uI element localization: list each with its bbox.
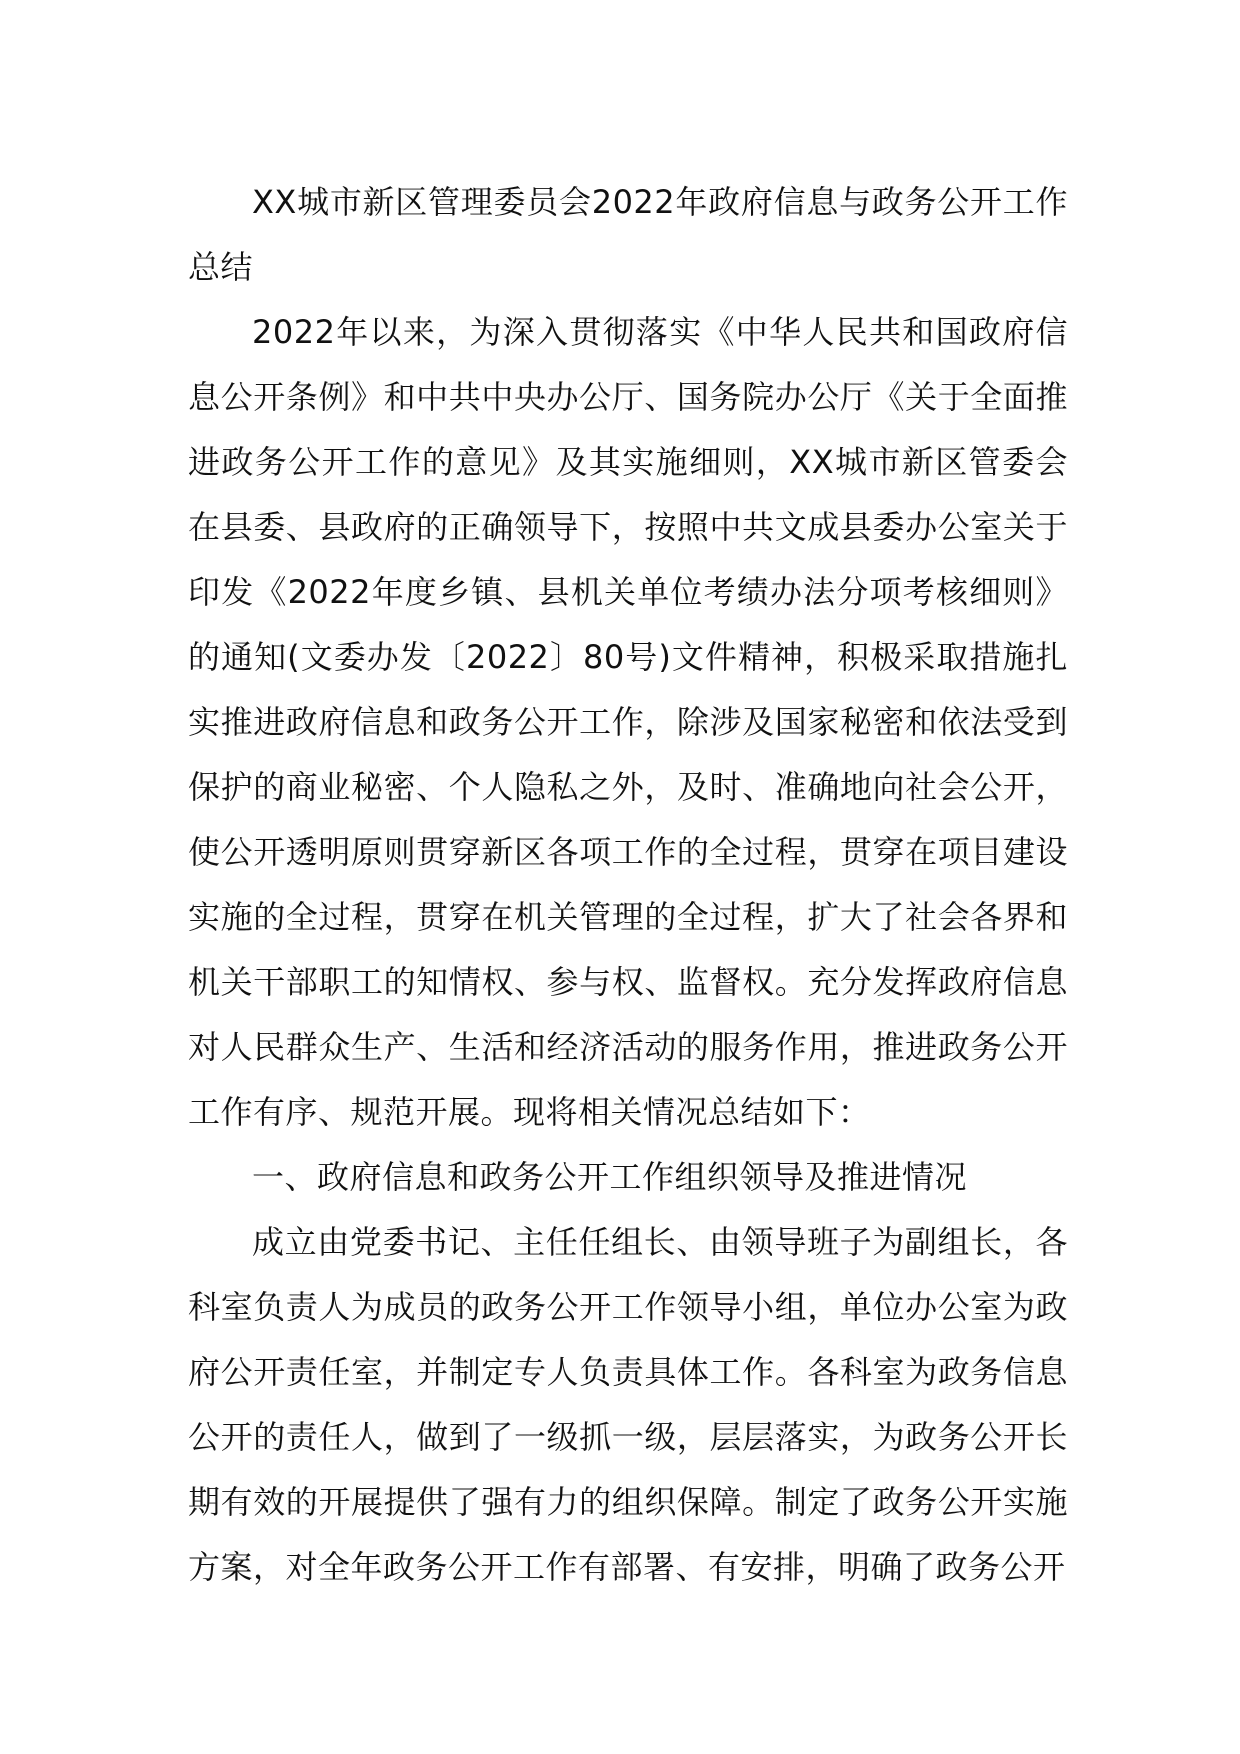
- document-page: [188, 170, 1068, 1600]
- document-title: XX城市新区管理委员会2022年政府信息与政务公开工作总结: [188, 183, 1068, 286]
- section-1-paragraph: 成立由党委书记、主任任组长、由领导班子为副组长，各科室负责人为成员的政务公开工作领导小组，单位办公室为政府公开责任室，并制定专人负责具体工作。各科室为政务信息公开的责任人，做到了一级抓一级，层层落实，为政务公开长期有效的开展提供了强有力的组织保障。制定了政务公开实施方案，对全年政务公开工作有部署、有安排，明确了政务公开: [188, 1223, 1068, 1586]
- section-1-heading: 一、政府信息和政务公开工作组织领导及推进情况: [252, 1158, 968, 1196]
- intro-paragraph: 2022年以来，为深入贯彻落实《中华人民共和国政府信息公开条例》和中共中央办公厅、国务院办公厅《关于全面推进政务公开工作的意见》及其实施细则，XX城市新区管委会在县委、县政府的正确领导下，按照中共文成县委办公室关于印发《2022年度乡镇、县机关单位考绩办法分项考核细则》的通知(文委办发〔2022〕80号)文件精神，积极采取措施扎实推进政府信息和政务公开工作，除涉及国家秘密和依法受到保护的商业秘密、个人隐私之外，及时、准确地向社会公开，使公开透明原则贯穿新区各项工作的全过程，贯穿在项目建设实施的全过程，贯穿在机关管理的全过程，扩大了社会各界和机关干部职工的知情权、参与权、监督权。充分发挥政府信息对人民群众生产、生活和经济活动的服务作用，推进政务公开工作有序、规范开展。现将相关情况总结如下：: [188, 313, 1068, 1131]
